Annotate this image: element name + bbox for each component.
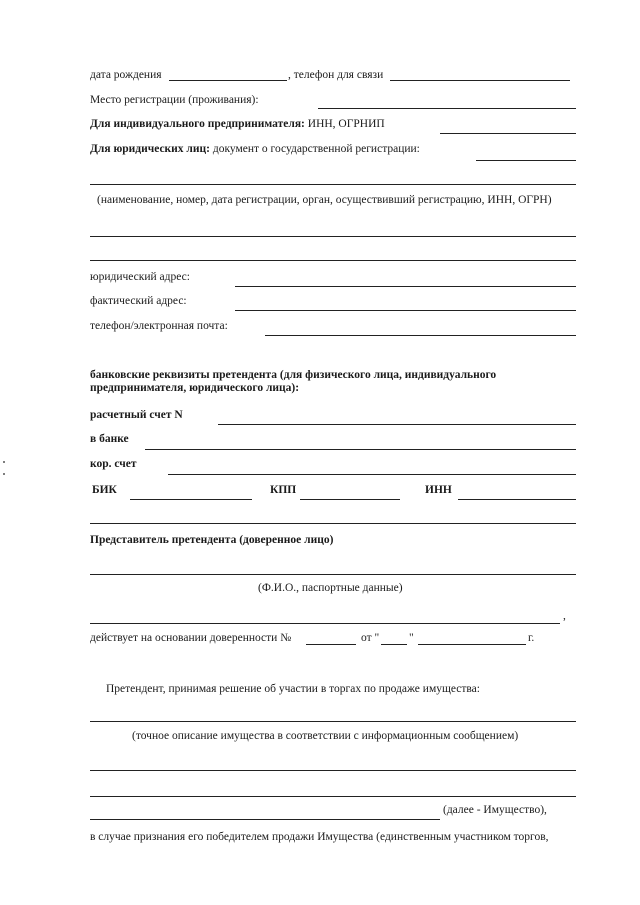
scan-speck xyxy=(3,461,5,463)
actual-address-label: фактический адрес: xyxy=(90,295,187,307)
corr-account-field[interactable] xyxy=(168,474,576,475)
ip-label-bold: Для индивидуального предпринимателя: xyxy=(90,118,305,130)
bik-field[interactable] xyxy=(130,499,252,500)
kpp-field[interactable] xyxy=(300,499,400,500)
scan-speck xyxy=(3,473,5,475)
bank-heading-line-2: предпринимателя, юридического лица): xyxy=(90,382,300,394)
kpp-label: КПП xyxy=(270,484,297,496)
corr-account-label: кор. счет xyxy=(90,458,137,470)
birth-date-field[interactable] xyxy=(169,80,287,81)
legal-address-field[interactable] xyxy=(235,286,576,287)
property-field-2[interactable] xyxy=(90,770,576,771)
legal-entity-label xyxy=(90,142,420,156)
proxy-year-suffix: г. xyxy=(528,632,535,644)
representative-label: Представитель претендента (доверенное лицо) xyxy=(90,534,334,546)
bank-heading-line-1: банковские реквизиты претендента (для физического лица, индивидуального xyxy=(90,369,497,381)
proxy-from-label: от " xyxy=(361,632,380,644)
legal-address-label: юридический адрес: xyxy=(90,271,190,283)
property-field-4[interactable] xyxy=(90,819,440,820)
ip-label-rest: ИНН, ОГРНИП xyxy=(304,118,385,130)
winner-text: в случае признания его победителем продажи Имущества (единственным участником торгов, xyxy=(90,831,549,843)
legal-registration-field-1[interactable] xyxy=(476,160,576,161)
bank-name-field[interactable] xyxy=(145,449,576,450)
legal-entity-label-rest: документ о государственной регистрации: xyxy=(209,143,420,155)
account-field[interactable] xyxy=(218,424,576,425)
bank-name-label: в банке xyxy=(90,433,129,445)
ip-label xyxy=(90,117,385,131)
inn-field[interactable] xyxy=(458,499,576,500)
birth-date-label: дата рождения xyxy=(90,69,162,81)
bik-label: БИК xyxy=(92,484,117,496)
passport-comma: , xyxy=(563,610,566,622)
legal-registration-hint: (наименование, номер, дата регистрации, орган, осуществивший регистрацию, ИНН, ОГРН) xyxy=(97,194,552,206)
claimant-text: Претендент, принимая решение об участии в торгах по продаже имущества: xyxy=(106,683,480,695)
proxy-day-field[interactable] xyxy=(381,644,407,645)
proxy-month-field[interactable] xyxy=(418,644,526,645)
property-field-3[interactable] xyxy=(90,796,576,797)
phone-field[interactable] xyxy=(390,80,570,81)
ip-inn-ogrnip-field[interactable] xyxy=(440,133,576,134)
phone-email-field[interactable] xyxy=(265,335,576,336)
phone-email-label: телефон/электронная почта: xyxy=(90,320,228,332)
fio-hint: (Ф.И.О., паспортные данные) xyxy=(258,582,403,594)
hereinafter-label: (далее - Имущество), xyxy=(443,804,547,816)
account-label: расчетный счет N xyxy=(90,409,183,421)
property-field-1[interactable] xyxy=(90,721,576,722)
proxy-quote-close: " xyxy=(409,632,414,644)
legal-entity-label-bold: Для юридических лиц: xyxy=(90,143,210,155)
registration-field[interactable] xyxy=(318,108,576,109)
registration-label: Место регистрации (проживания): xyxy=(90,94,259,106)
phone-label: , телефон для связи xyxy=(288,69,384,81)
legal-registration-field-2[interactable] xyxy=(90,184,576,185)
proxy-text: действует на основании доверенности № xyxy=(90,632,292,644)
proxy-number-field[interactable] xyxy=(306,644,356,645)
inn-label: ИНН xyxy=(425,484,452,496)
legal-registration-field-3[interactable] xyxy=(90,236,576,237)
representative-passport-field[interactable] xyxy=(90,623,560,624)
representative-field[interactable] xyxy=(90,574,576,575)
actual-address-field[interactable] xyxy=(235,310,576,311)
bank-extra-field[interactable] xyxy=(90,523,576,524)
property-hint: (точное описание имущества в соответствии с информационным сообщением) xyxy=(132,730,519,742)
legal-registration-field-4[interactable] xyxy=(90,260,576,261)
